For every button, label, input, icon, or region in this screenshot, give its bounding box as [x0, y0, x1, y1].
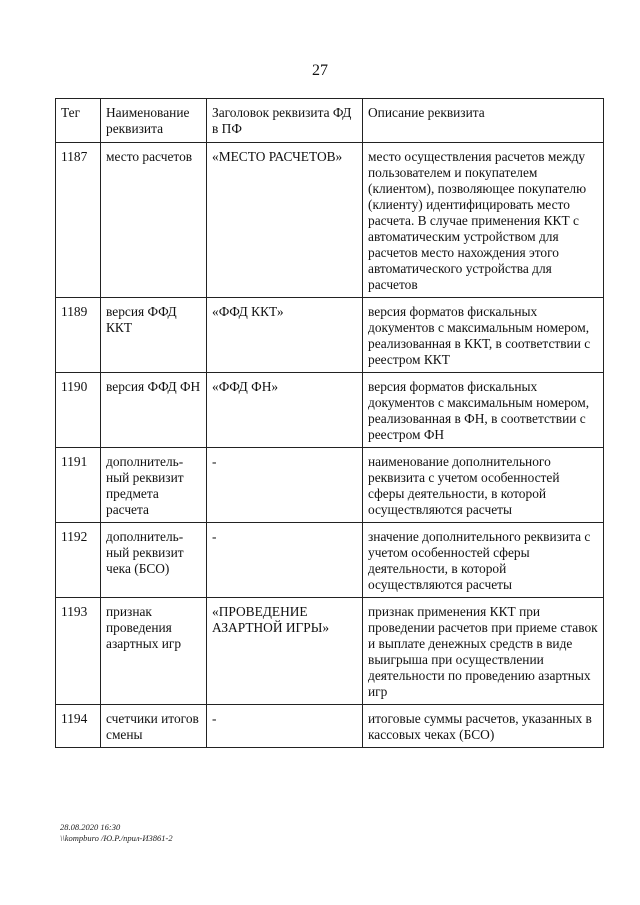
cell-name: счетчики итогов смены — [101, 705, 207, 748]
table-row — [56, 298, 604, 373]
cell-description: версия форматов фискальных документов с максимальным номером, реализованная в ФН, в соответствии с реестром ФН — [363, 373, 604, 448]
page-number: 27 — [312, 62, 328, 79]
cell-name: место расчетов — [101, 143, 207, 298]
cell-description: значение дополнительного реквизита с учетом особенностей сферы деятельности, в которой осуществляются расчеты — [363, 523, 604, 598]
table-row — [56, 705, 604, 748]
cell-tag: 1194 — [56, 705, 101, 748]
cell-name: признак проведения азартных игр — [101, 598, 207, 705]
cell-tag: 1191 — [56, 448, 101, 523]
cell-tag: 1187 — [56, 143, 101, 298]
footer-date: 28.08.2020 16:30 — [60, 822, 121, 832]
header-name: Наименование реквизита — [101, 99, 207, 143]
cell-name: версия ФФД ФН — [101, 373, 207, 448]
cell-header: «ФФД ФН» — [207, 373, 363, 448]
table-row — [56, 598, 604, 705]
cell-description: признак применения ККТ при проведении расчетов при приеме ставок и выплате денежных средств в виде выигрыша при осуществлении деятельности по проведению азартных игр — [363, 598, 604, 705]
footer-path: \\kompburo /Ю.Р./прил-И3861-2 — [60, 833, 173, 843]
cell-header: «МЕСТО РАСЧЕТОВ» — [207, 143, 363, 298]
header-description: Описание реквизита — [363, 99, 604, 143]
cell-description: версия форматов фискальных документов с максимальным номером, реализованная в ККТ, в соответствии с реестром ККТ — [363, 298, 604, 373]
cell-tag: 1192 — [56, 523, 101, 598]
cell-tag: 1193 — [56, 598, 101, 705]
cell-tag: 1190 — [56, 373, 101, 448]
document-footer — [60, 822, 173, 844]
cell-tag: 1189 — [56, 298, 101, 373]
table-header-row — [56, 99, 604, 143]
table-row — [56, 523, 604, 598]
header-tag: Тег — [56, 99, 101, 143]
cell-header: - — [207, 705, 363, 748]
cell-name: дополнитель-ный реквизит предмета расчета — [101, 448, 207, 523]
requisites-table — [55, 98, 604, 748]
header-title: Заголовок реквизита ФД в ПФ — [207, 99, 363, 143]
cell-description: место осуществления расчетов между пользователем и покупателем (клиентом), позволяющее покупателю (клиенту) идентифицировать место расчета. В случае применения ККТ с автоматическим устройством для расчетов место нахождения этого автоматического устройства для расчетов — [363, 143, 604, 298]
cell-name: версия ФФД ККТ — [101, 298, 207, 373]
cell-header: «ФФД ККТ» — [207, 298, 363, 373]
cell-header: - — [207, 523, 363, 598]
cell-description: итоговые суммы расчетов, указанных в кассовых чеках (БСО) — [363, 705, 604, 748]
table-row — [56, 448, 604, 523]
cell-header: «ПРОВЕДЕНИЕ АЗАРТНОЙ ИГРЫ» — [207, 598, 363, 705]
table-row — [56, 143, 604, 298]
table-row — [56, 373, 604, 448]
cell-header: - — [207, 448, 363, 523]
cell-name: дополнитель-ный реквизит чека (БСО) — [101, 523, 207, 598]
cell-description: наименование дополнительного реквизита с учетом особенностей сферы деятельности, в которой осуществляются расчеты — [363, 448, 604, 523]
